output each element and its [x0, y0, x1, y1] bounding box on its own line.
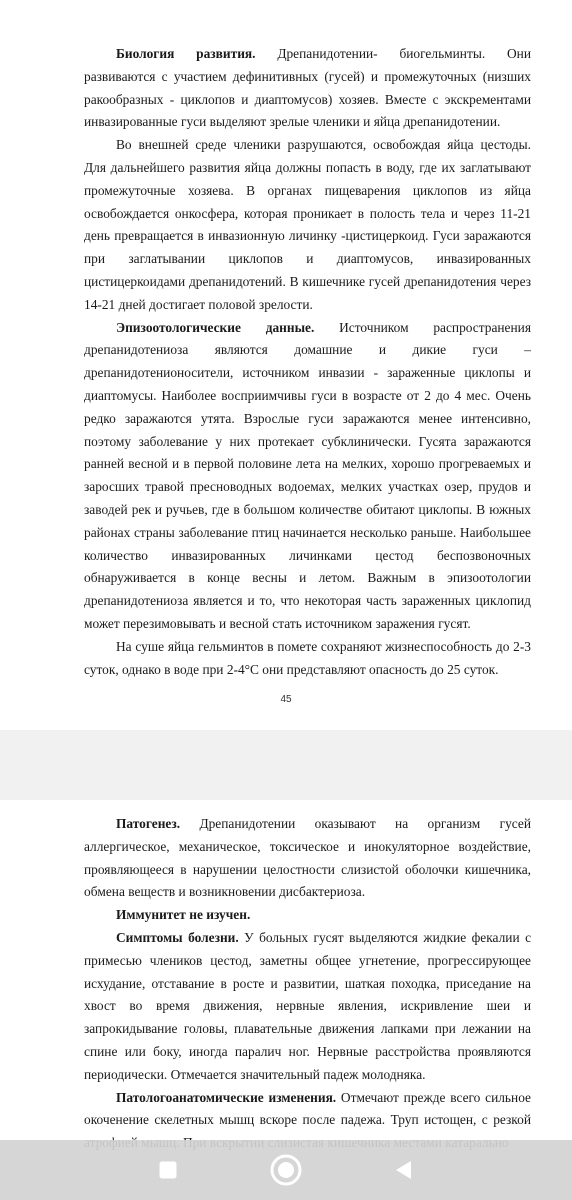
- recents-button[interactable]: [148, 1150, 188, 1190]
- recents-icon: [158, 1160, 178, 1180]
- paragraph-external-environment: [84, 134, 531, 316]
- paragraph-symptoms: [84, 927, 531, 1087]
- heading-pathology: Патологоанатомические изменения.: [116, 1089, 337, 1105]
- home-icon: [269, 1153, 303, 1187]
- back-icon: [393, 1159, 415, 1181]
- paragraph-epizootology: [84, 317, 531, 636]
- paragraph-text: Во внешней среде членики разрушаются, освобождая яйца цестоды. Для дальнейшего развития яйца должны попасть в воду, где их заглатывают промежуточные хозяева. В органах пищеварения циклопов из яйца освобождается онкосфера, которая проникает в полость тела и через 11-21 день превращается в инвазионную личинку -цистицеркоид. Гуси заражаются при заглатывании циклопов и диаптомусов, инвазированных цистицеркоидами дрепанидотений. В кишечнике гусей дрепанидотения через 14-21 дней достигает половой зрелости.: [84, 137, 531, 312]
- heading-immunity: Иммунитет не изучен.: [116, 907, 251, 923]
- heading-symptoms: Симптомы болезни.: [116, 929, 239, 945]
- heading-epizootology: Эпизоотологические данные.: [116, 319, 315, 335]
- page-separator: [0, 730, 572, 800]
- paragraph-text: Дрепанидотении- биогельминты. Они развиваются с участием дефинитивных (гусей) и промежуточных (низших ракообразных - циклопов и диаптомусов) хозяев. Вместе с экскрементами инвазированные гуси выделяют зрелые членики и яйца дрепанидотении.: [84, 46, 531, 130]
- heading-pathogenesis: Патогенез.: [116, 816, 181, 831]
- paragraph-text: У больных гусят выделяются жидкие фекалии с примесью члеников цестод, заметны общее угнетение, прогрессирующее исхудание, отставание в росте и развитии, шаткая походка, приседание на хвост во время движения, нервные явления, искривление шеи и запрокидывание головы, плавательные движения лапками при лежании на спине или боку, иногда паралич ног. Нервные расстройства проявляются периодически. Отмечается значительный падеж молодняка.: [84, 929, 532, 1082]
- paragraph-pathogenesis: [84, 813, 531, 904]
- back-button[interactable]: [384, 1150, 424, 1190]
- paragraph-immunity: [84, 904, 531, 927]
- paragraph-text: Источником распространения дрепанидотениоза являются домашние и дикие гуси – дрепанидотенионосители, источником инвазии - зараженные циклопы и диаптомусы. Наиболее восприимчивы гуси в возрасте от 2 до 4 мес. Очень редко заражаются утята. Взрослые гуси заражаются менее интенсивно, поэтому заболевание у них протекает субклинически. Гусята заражаются ранней весной и в первой половине лета на мелких, хорошо прогреваемых и заросших травой пресноводных водоемах, мелких участках озер, прудов и заводей рек и ручьев, где в большом количестве обитают циклопы. В южных районах страны заболевание птиц начинается несколько раньше. Наибольшее количество инвазированных личинками цестод беспозвоночных обнаруживается в конце весны и летом. Важным в эпизоотологии дрепанидотениоза является и то, что некоторая часть зараженных циклопид может перезимовывать и весной стать источником заражения гусят.: [84, 319, 531, 631]
- page-1-body: [84, 43, 531, 773]
- heading-development-biology: Биология развития.: [116, 46, 256, 61]
- page-number: 45: [280, 694, 292, 705]
- paragraph-development-biology: [84, 43, 531, 134]
- paragraph-text: На суше яйца гельминтов в помете сохраняют жизнеспособность до 2-3 суток, однако в воде при 2-4°С они представляют опасность до 25 суток.: [84, 638, 531, 677]
- system-navigation-bar: [0, 1140, 572, 1200]
- paragraph-text: Отмечают прежде всего сильное окоченение скелетных мышц вскоре после падежа. Труп истощен, с резкой: [84, 1089, 532, 1128]
- page-2-body: [84, 813, 531, 1155]
- paragraph-egg-survival: [84, 636, 531, 682]
- paragraph-text: Дрепанидотении оказывают на организм гусей аллергическое, механическое, токсическое и инокуляторное воздействие, проявляющееся в нарушении целостности слизистой оболочки кишечника, обмена веществ и возникновении дисбактериоза.: [84, 816, 531, 900]
- home-button[interactable]: [266, 1150, 306, 1190]
